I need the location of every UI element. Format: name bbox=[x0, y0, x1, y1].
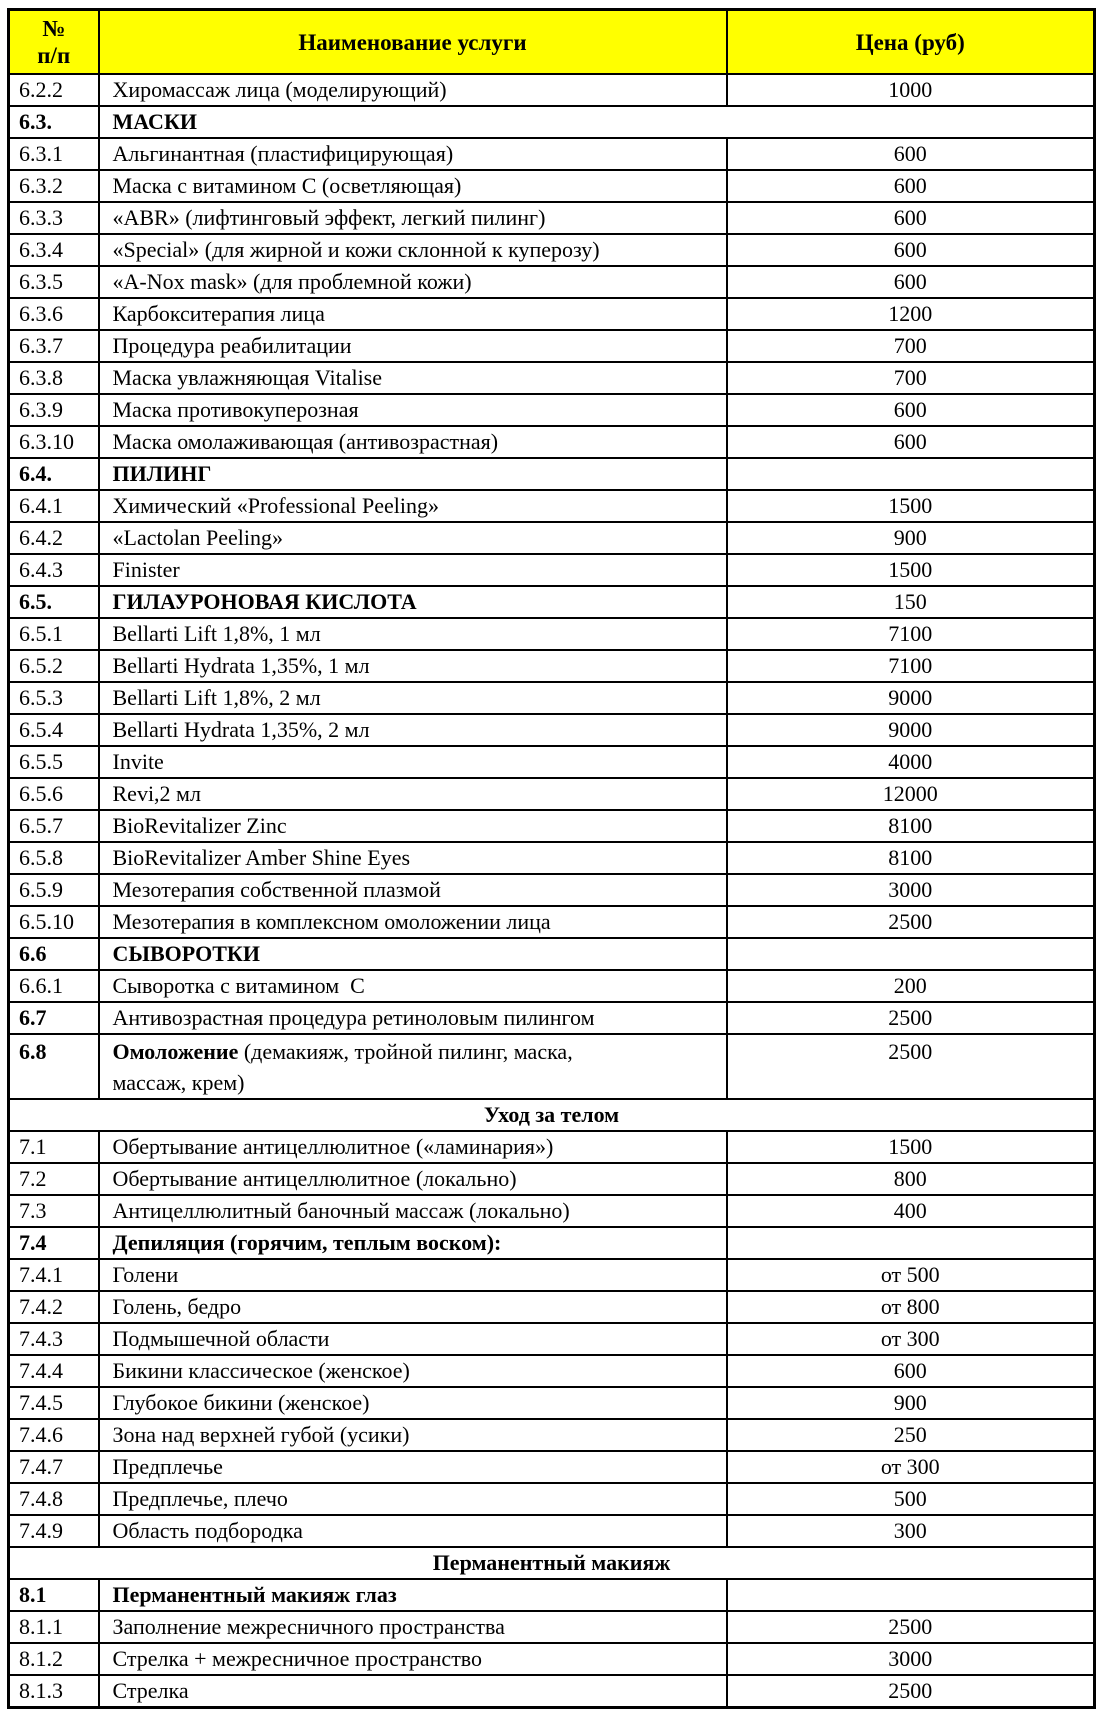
table-row bbox=[9, 522, 1095, 554]
table-row bbox=[9, 746, 1095, 778]
row-number-cell: 7.3 bbox=[9, 1195, 99, 1227]
row-number-cell: 8.1 bbox=[9, 1579, 99, 1611]
row-number-cell: 6.5. bbox=[9, 586, 99, 618]
table-row bbox=[9, 170, 1095, 202]
service-name-cell: Маска противокуперозная bbox=[99, 394, 727, 426]
price-cell bbox=[727, 1579, 1095, 1611]
table-row bbox=[9, 138, 1095, 170]
table-row bbox=[9, 1675, 1095, 1708]
row-number-cell: 7.2 bbox=[9, 1163, 99, 1195]
service-name-cell: ГИЛАУРОНОВАЯ КИСЛОТА bbox=[99, 586, 727, 618]
price-cell: 600 bbox=[727, 202, 1095, 234]
header-price-column: Цена (руб) bbox=[727, 10, 1095, 75]
row-number-cell: 6.3.5 bbox=[9, 266, 99, 298]
table-row bbox=[9, 1483, 1095, 1515]
table-row bbox=[9, 1002, 1095, 1034]
row-number-cell: 6.3.1 bbox=[9, 138, 99, 170]
service-name-cell: Заполнение межресничного пространства bbox=[99, 1611, 727, 1643]
service-name-cell: «ABR» (лифтинговый эффект, легкий пилинг) bbox=[99, 202, 727, 234]
header-number-line2: п/п bbox=[37, 43, 71, 68]
section-divider-label: Уход за телом bbox=[9, 1099, 1095, 1131]
price-cell: 600 bbox=[727, 170, 1095, 202]
table-row bbox=[9, 458, 1095, 490]
price-cell: 400 bbox=[727, 1195, 1095, 1227]
service-name-cell: «Special» (для жирной и кожи склонной к куперозу) bbox=[99, 234, 727, 266]
table-row bbox=[9, 1515, 1095, 1547]
price-cell: 9000 bbox=[727, 682, 1095, 714]
row-number-cell: 7.4.5 bbox=[9, 1387, 99, 1419]
table-row bbox=[9, 1355, 1095, 1387]
table-row bbox=[9, 362, 1095, 394]
service-name-cell: Подмышечной области bbox=[99, 1323, 727, 1355]
service-name-cell: Обертывание антицеллюлитное («ламинария») bbox=[99, 1131, 727, 1163]
service-name-cell: Процедура реабилитации bbox=[99, 330, 727, 362]
price-cell: 9000 bbox=[727, 714, 1095, 746]
service-name-cell: Антицеллюлитный баночный массаж (локально) bbox=[99, 1195, 727, 1227]
row-number-cell: 6.3.3 bbox=[9, 202, 99, 234]
price-cell bbox=[727, 1227, 1095, 1259]
price-table bbox=[7, 8, 1096, 1709]
row-number-cell: 6.4.3 bbox=[9, 554, 99, 586]
service-name-cell: ПИЛИНГ bbox=[99, 458, 727, 490]
price-cell: 700 bbox=[727, 362, 1095, 394]
row-number-cell: 6.5.1 bbox=[9, 618, 99, 650]
service-name-line2: массаж, крем) bbox=[112, 1070, 245, 1095]
row-number-cell: 8.1.1 bbox=[9, 1611, 99, 1643]
service-name-cell: Предплечье, плечо bbox=[99, 1483, 727, 1515]
row-number-cell: 7.4.8 bbox=[9, 1483, 99, 1515]
row-number-cell: 6.6 bbox=[9, 938, 99, 970]
row-number-cell: 6.3.6 bbox=[9, 298, 99, 330]
service-name-cell: Revi,2 мл bbox=[99, 778, 727, 810]
price-cell: 900 bbox=[727, 1387, 1095, 1419]
table-row bbox=[9, 266, 1095, 298]
service-name-cell: «Lactolan Peeling» bbox=[99, 522, 727, 554]
price-cell: 7100 bbox=[727, 618, 1095, 650]
service-name-cell: Область подбородка bbox=[99, 1515, 727, 1547]
row-number-cell: 6.6.1 bbox=[9, 970, 99, 1002]
service-name-cell: BioRevitalizer Zinc bbox=[99, 810, 727, 842]
price-cell: 800 bbox=[727, 1163, 1095, 1195]
price-cell: от 300 bbox=[727, 1323, 1095, 1355]
table-row bbox=[9, 554, 1095, 586]
row-number-cell: 6.7 bbox=[9, 1002, 99, 1034]
row-number-cell: 6.3.2 bbox=[9, 170, 99, 202]
row-number-cell: 7.1 bbox=[9, 1131, 99, 1163]
price-cell: 600 bbox=[727, 1355, 1095, 1387]
table-row bbox=[9, 1387, 1095, 1419]
price-cell: 300 bbox=[727, 1515, 1095, 1547]
row-number-cell: 6.4.2 bbox=[9, 522, 99, 554]
price-cell: от 300 bbox=[727, 1451, 1095, 1483]
row-number-cell: 6.5.2 bbox=[9, 650, 99, 682]
table-row bbox=[9, 234, 1095, 266]
price-cell: 2500 bbox=[727, 1002, 1095, 1034]
price-cell: 1500 bbox=[727, 490, 1095, 522]
table-row bbox=[9, 842, 1095, 874]
table-row bbox=[9, 1034, 1095, 1099]
row-number-cell: 6.3.8 bbox=[9, 362, 99, 394]
table-row bbox=[9, 874, 1095, 906]
row-number-cell: 7.4.6 bbox=[9, 1419, 99, 1451]
price-cell: 8100 bbox=[727, 842, 1095, 874]
row-number-cell: 6.2.2 bbox=[9, 74, 99, 106]
header-row bbox=[9, 10, 1095, 75]
price-cell: 600 bbox=[727, 394, 1095, 426]
table-row bbox=[9, 970, 1095, 1002]
row-number-cell: 6.3.9 bbox=[9, 394, 99, 426]
service-name-cell: Мезотерапия собственной плазмой bbox=[99, 874, 727, 906]
price-cell: 4000 bbox=[727, 746, 1095, 778]
service-name-cell: BioRevitalizer Amber Shine Eyes bbox=[99, 842, 727, 874]
table-row bbox=[9, 650, 1095, 682]
table-row bbox=[9, 298, 1095, 330]
service-name-cell: Мезотерапия в комплексном омоложении лица bbox=[99, 906, 727, 938]
service-name-cell: Сыворотка с витамином С bbox=[99, 970, 727, 1002]
table-row bbox=[9, 1227, 1095, 1259]
row-number-cell: 6.5.3 bbox=[9, 682, 99, 714]
section-divider-row bbox=[9, 1547, 1095, 1579]
row-number-cell: 6.5.5 bbox=[9, 746, 99, 778]
price-cell bbox=[727, 938, 1095, 970]
header-number-line1: № bbox=[42, 16, 66, 41]
table-row bbox=[9, 1579, 1095, 1611]
row-number-cell: 7.4 bbox=[9, 1227, 99, 1259]
table-row bbox=[9, 682, 1095, 714]
price-cell: 8100 bbox=[727, 810, 1095, 842]
service-name-cell: МАСКИ bbox=[99, 106, 1095, 138]
service-name-cell: Хиромассаж лица (моделирующий) bbox=[99, 74, 727, 106]
service-name-cell: Голень, бедро bbox=[99, 1291, 727, 1323]
header-number-column bbox=[9, 10, 99, 75]
row-number-cell: 6.3.10 bbox=[9, 426, 99, 458]
price-cell: 12000 bbox=[727, 778, 1095, 810]
row-number-cell: 8.1.3 bbox=[9, 1675, 99, 1708]
table-body bbox=[9, 74, 1095, 1708]
price-cell: 2500 bbox=[727, 1675, 1095, 1708]
service-name-cell: Антивозрастная процедура ретиноловым пилингом bbox=[99, 1002, 727, 1034]
table-row bbox=[9, 618, 1095, 650]
price-cell: 1200 bbox=[727, 298, 1095, 330]
service-name-cell: Обертывание антицеллюлитное (локально) bbox=[99, 1163, 727, 1195]
service-name-cell: Стрелка + межресничное пространство bbox=[99, 1643, 727, 1675]
service-name-cell: «A-Nox mask» (для проблемной кожи) bbox=[99, 266, 727, 298]
service-name-cell: Предплечье bbox=[99, 1451, 727, 1483]
price-cell: 3000 bbox=[727, 874, 1095, 906]
table-row bbox=[9, 586, 1095, 618]
service-name-cell: Глубокое бикини (женское) bbox=[99, 1387, 727, 1419]
table-row bbox=[9, 1131, 1095, 1163]
service-name-cell: СЫВОРОТКИ bbox=[99, 938, 727, 970]
service-name-cell: Bellarti Hydrata 1,35%, 1 мл bbox=[99, 650, 727, 682]
header-service-name-column: Наименование услуги bbox=[99, 10, 727, 75]
service-name-cell: Finister bbox=[99, 554, 727, 586]
service-name-cell: Зона над верхней губой (усики) bbox=[99, 1419, 727, 1451]
table-row bbox=[9, 714, 1095, 746]
price-cell: 600 bbox=[727, 426, 1095, 458]
row-number-cell: 6.5.9 bbox=[9, 874, 99, 906]
service-name-cell: Bellarti Hydrata 1,35%, 2 мл bbox=[99, 714, 727, 746]
table-row bbox=[9, 426, 1095, 458]
service-name-cell: Перманентный макияж глаз bbox=[99, 1579, 727, 1611]
price-cell: 1500 bbox=[727, 554, 1095, 586]
section-divider-label: Перманентный макияж bbox=[9, 1547, 1095, 1579]
row-number-cell: 6.5.8 bbox=[9, 842, 99, 874]
service-name-cell: Депиляция (горячим, теплым воском): bbox=[99, 1227, 727, 1259]
service-name-bold-part: Омоложение bbox=[112, 1039, 239, 1064]
row-number-cell: 6.3. bbox=[9, 106, 99, 138]
price-cell: 3000 bbox=[727, 1643, 1095, 1675]
price-cell: 2500 bbox=[727, 906, 1095, 938]
row-number-cell: 8.1.2 bbox=[9, 1643, 99, 1675]
table-row bbox=[9, 1163, 1095, 1195]
row-number-cell: 7.4.2 bbox=[9, 1291, 99, 1323]
row-number-cell: 7.4.3 bbox=[9, 1323, 99, 1355]
price-cell: 2500 bbox=[727, 1034, 1095, 1099]
service-name-cell: Маска увлажняющая Vitalise bbox=[99, 362, 727, 394]
price-cell: 700 bbox=[727, 330, 1095, 362]
table-row bbox=[9, 74, 1095, 106]
price-cell: 600 bbox=[727, 234, 1095, 266]
price-cell: 1500 bbox=[727, 1131, 1095, 1163]
price-cell: 200 bbox=[727, 970, 1095, 1002]
section-divider-row bbox=[9, 1099, 1095, 1131]
table-row bbox=[9, 1259, 1095, 1291]
service-name-cell: Голени bbox=[99, 1259, 727, 1291]
table-row bbox=[9, 1323, 1095, 1355]
table-row bbox=[9, 1419, 1095, 1451]
table-row bbox=[9, 810, 1095, 842]
service-name-cell: Бикини классическое (женское) bbox=[99, 1355, 727, 1387]
table-row bbox=[9, 106, 1095, 138]
row-number-cell: 7.4.1 bbox=[9, 1259, 99, 1291]
service-name-cell: Маска омолаживающая (антивозрастная) bbox=[99, 426, 727, 458]
price-cell: 2500 bbox=[727, 1611, 1095, 1643]
table-row bbox=[9, 394, 1095, 426]
price-cell: 900 bbox=[727, 522, 1095, 554]
price-cell: 600 bbox=[727, 138, 1095, 170]
price-cell: 7100 bbox=[727, 650, 1095, 682]
table-row bbox=[9, 906, 1095, 938]
row-number-cell: 6.5.7 bbox=[9, 810, 99, 842]
row-number-cell: 6.4.1 bbox=[9, 490, 99, 522]
row-number-cell: 7.4.7 bbox=[9, 1451, 99, 1483]
table-header bbox=[9, 10, 1095, 75]
row-number-cell: 7.4.9 bbox=[9, 1515, 99, 1547]
price-cell: 250 bbox=[727, 1419, 1095, 1451]
price-cell: от 500 bbox=[727, 1259, 1095, 1291]
price-cell: 150 bbox=[727, 586, 1095, 618]
price-cell: 500 bbox=[727, 1483, 1095, 1515]
table-row bbox=[9, 1291, 1095, 1323]
table-row bbox=[9, 938, 1095, 970]
table-row bbox=[9, 490, 1095, 522]
row-number-cell: 7.4.4 bbox=[9, 1355, 99, 1387]
table-row bbox=[9, 202, 1095, 234]
row-number-cell: 6.8 bbox=[9, 1034, 99, 1099]
table-row bbox=[9, 1195, 1095, 1227]
service-name-cell bbox=[99, 1034, 727, 1099]
table-row bbox=[9, 1451, 1095, 1483]
price-cell: 600 bbox=[727, 266, 1095, 298]
row-number-cell: 6.3.4 bbox=[9, 234, 99, 266]
service-name-cell: Маска с витамином С (осветляющая) bbox=[99, 170, 727, 202]
service-name-cell: Химический «Professional Peeling» bbox=[99, 490, 727, 522]
price-cell: от 800 bbox=[727, 1291, 1095, 1323]
service-name-cell: Bellarti Lift 1,8%, 1 мл bbox=[99, 618, 727, 650]
table-row bbox=[9, 778, 1095, 810]
service-name-cell: Альгинантная (пластифицирующая) bbox=[99, 138, 727, 170]
row-number-cell: 6.4. bbox=[9, 458, 99, 490]
row-number-cell: 6.5.4 bbox=[9, 714, 99, 746]
row-number-cell: 6.5.10 bbox=[9, 906, 99, 938]
table-row bbox=[9, 330, 1095, 362]
table-row bbox=[9, 1643, 1095, 1675]
service-name-rest: (демакияж, тройной пилинг, маска, bbox=[238, 1039, 573, 1064]
service-name-cell: Invite bbox=[99, 746, 727, 778]
price-cell bbox=[727, 458, 1095, 490]
service-name-cell: Карбокситерапия лица bbox=[99, 298, 727, 330]
table-row bbox=[9, 1611, 1095, 1643]
service-name-cell: Стрелка bbox=[99, 1675, 727, 1708]
row-number-cell: 6.3.7 bbox=[9, 330, 99, 362]
price-cell: 1000 bbox=[727, 74, 1095, 106]
service-name-cell: Bellarti Lift 1,8%, 2 мл bbox=[99, 682, 727, 714]
row-number-cell: 6.5.6 bbox=[9, 778, 99, 810]
